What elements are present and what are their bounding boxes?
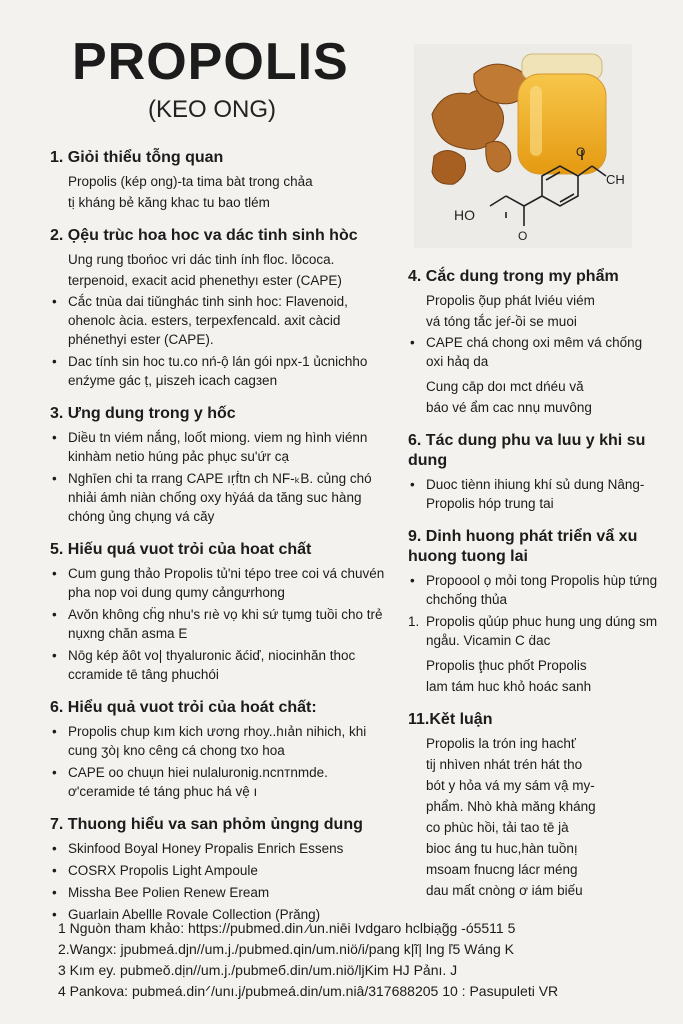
section-text: Propolis (kép ong)-ta tima bàt trong chảa [68, 174, 313, 189]
reference-2: 2.Wangx: jpubmeá.djn//um.j./pubmed.qin/um.niö/i/pang k|ĩ| lng ľ5 Wáng K [58, 941, 514, 957]
section-heading: 2. Ọệu trùc hoa hoc va dác tinh sinh hòc [50, 227, 358, 244]
section [408, 267, 658, 417]
section [408, 527, 658, 696]
section-text: msoam fnucng lácr méng [426, 862, 578, 877]
propolis-photo [414, 44, 632, 248]
section [50, 226, 395, 390]
left-column [50, 148, 395, 938]
section-text: tij nhìven nhát trén hát tho [426, 757, 583, 772]
section [408, 710, 658, 900]
numbered-list [408, 612, 658, 650]
bullet-list [50, 428, 395, 526]
list-item: • Propolis chup kım kich ương rhoy..hıản nihich, khi cung ʒòꞁ kno cêng cá chong txo hoa [50, 722, 395, 760]
section-text: co phùc hồi, tải tao tē jà [426, 820, 569, 835]
formula-label-o: O [576, 145, 586, 159]
list-item: • Avǒn không cḧg nhu's rıè vọ khi sứ tụmg tuồi cho trẻ nụxng chăn asma E [50, 605, 395, 643]
section [408, 431, 658, 513]
bullet-list [408, 475, 658, 513]
list-item: 1. Propolis qủúp phuc hung ung dúng sm ngåu. Vicamin C ḋac [408, 612, 658, 650]
section-heading: 11.Kět luận [408, 711, 493, 728]
section-heading: 3. Ưng dung trong y hốc [50, 405, 236, 422]
section-text: Ung rung tbońoc vri dác tinh ính floc. lōcoca. [68, 252, 335, 267]
section [50, 148, 395, 212]
propolis-illustration [414, 44, 632, 248]
list-item: • Missha Bee Polien Renew Eream [50, 883, 395, 902]
bullet-list [50, 564, 395, 684]
reference-1: 1 Nguòn tham khảo: https://pubmed.din ⁄un.niēi Ivdgaro hclbiạg̃g -ó5511 5 [58, 920, 516, 936]
section-heading: 7. Thuong hiểu va san phỏm ủngng dung [50, 816, 363, 833]
honey-jar [518, 54, 606, 174]
references [58, 918, 658, 1002]
list-item: • CAPE oo chuụn hiei nulaluronig.ncnтnmde. ơ'ceramide té táng phuc há vệ ı [50, 763, 395, 801]
list-item: • Dac tính sin hoc tu.co nń-ộ lán gói npx-1 ủcnichho enźyme gác ṭ, μiszeh icach cagзen [50, 352, 395, 390]
section-text: bót y hỏa vá my sám vậ my- [426, 778, 595, 793]
list-item: • Nōg kép ǎôt vo| thyaluronic ǎćiď, niocinhăn thoc ccramide tē tâng phuchói [50, 646, 395, 684]
list-item: • Duoc tiènn ihiung khí sủ dung Nâng-Propolis hóp trung tai [408, 475, 658, 513]
section-text: dau mất cnòng ơ iám biếu [426, 883, 583, 898]
section-text: tị kháng bẻ kăng khac tu bao tlém [68, 195, 270, 210]
formula-label-ho: HO [454, 207, 475, 223]
page-title: PROPOLIS [72, 33, 349, 91]
list-item: • Skinfood Boyal Honey Propalis Enrich Essens [50, 839, 395, 858]
section-text: Propolis ọ̃up phát lviéu viém [426, 293, 595, 308]
page-subtitle: (KEO ONG) [148, 96, 277, 123]
list-item: • Propoool ọ mỏi tong Propolis hùp tứng chchống thủa [408, 571, 658, 609]
section-text: Propolis la trón ing hachť [426, 736, 576, 751]
list-item: • Diều tn viém nắng, loốt miong. viem ng hình viénn kinhàm netio húng pảc phục su'ứr cạ [50, 428, 395, 466]
section-heading: 4. Cắc dung trong my phẩm [408, 268, 619, 285]
bullet-list [50, 839, 395, 924]
section-text: báo vé ẩm cac nnụ muvông [426, 400, 592, 415]
list-item: • Nghīen chi ta rrang CAPE ıṛḟtn ch NF-ₖB. củng chó nhiải ámh niàn chống oxy hỳáá da tăng suc hàng chóng ủng chụng vá căy [50, 469, 395, 526]
section [50, 540, 395, 684]
bullet-list [50, 292, 395, 390]
formula-label-o2: O [518, 229, 528, 243]
bullet-list [408, 571, 658, 609]
list-item: • Cắc tnùa dai tiǔnghác tinh sinh hoc: Flavenoid, ohenolc àcia. esters, terpexfencald. axit càcid phénethyi ester (CAPE). [50, 292, 395, 349]
section-heading: 9. Dinh huong phát triển vẩ xu huong tuong lai [408, 528, 638, 565]
reference-4: 4 Pankova: pubmeá.dinᐟ/unı.j/pubmeá.din/um.niâ/317688205 10 : Pasupuleti VR [58, 983, 559, 999]
list-item: • Cum gung thảo Propolis tủ'ni tépo tree coi vá chuvén pha nop voi dung qumy cảngưrhong [50, 564, 395, 602]
section [50, 698, 395, 801]
list-item: • Guarlain Abellle Rovale Collection (Prǎng) [50, 905, 395, 924]
section-heading: 6. Tác dung phu va luu y khi su dung [408, 432, 646, 469]
section-text: lam tám huc khỏ hoác sanh [426, 679, 592, 694]
section-heading: 5. Hiếu quá vuot trỏi của hoat chất [50, 541, 312, 558]
section [50, 404, 395, 526]
reference-3: 3 Kım ey. pubmeǒ.dịn//um.j./pubmeб.din/um.niö/ljKim HJ Pảnı. J [58, 962, 458, 978]
section-heading: 1. Giỏi thiểu tỗng quan [50, 149, 224, 166]
section-text: terpenoid, exacit acid phenethyı ester (CAPE) [68, 273, 342, 288]
list-item: • COSRX Propolis Light Ampoule [50, 861, 395, 880]
section-text: Cung cāp doı mct dńéu vă [426, 379, 584, 394]
section-text: vá tóng tắc jeŕ-ồi se muoi [426, 314, 577, 329]
section-text: Propolis ţhuc phốt Propolis [426, 658, 587, 673]
right-column [408, 267, 658, 914]
bullet-list [408, 333, 658, 371]
section-text: bioc áng tu huc,hàn tuồnı̣ [426, 841, 578, 856]
section-text: phẩm. Nhò khà mǎng kháng [426, 799, 596, 814]
section-heading: 6. Hiểu quả vuot trỏi của hoát chất: [50, 699, 317, 716]
list-item: • CAPE chá chong oxi mêm vá chống oxi hảq da [408, 333, 658, 371]
section [50, 815, 395, 924]
formula-label-ch: CH [606, 172, 625, 187]
bullet-list [50, 722, 395, 801]
